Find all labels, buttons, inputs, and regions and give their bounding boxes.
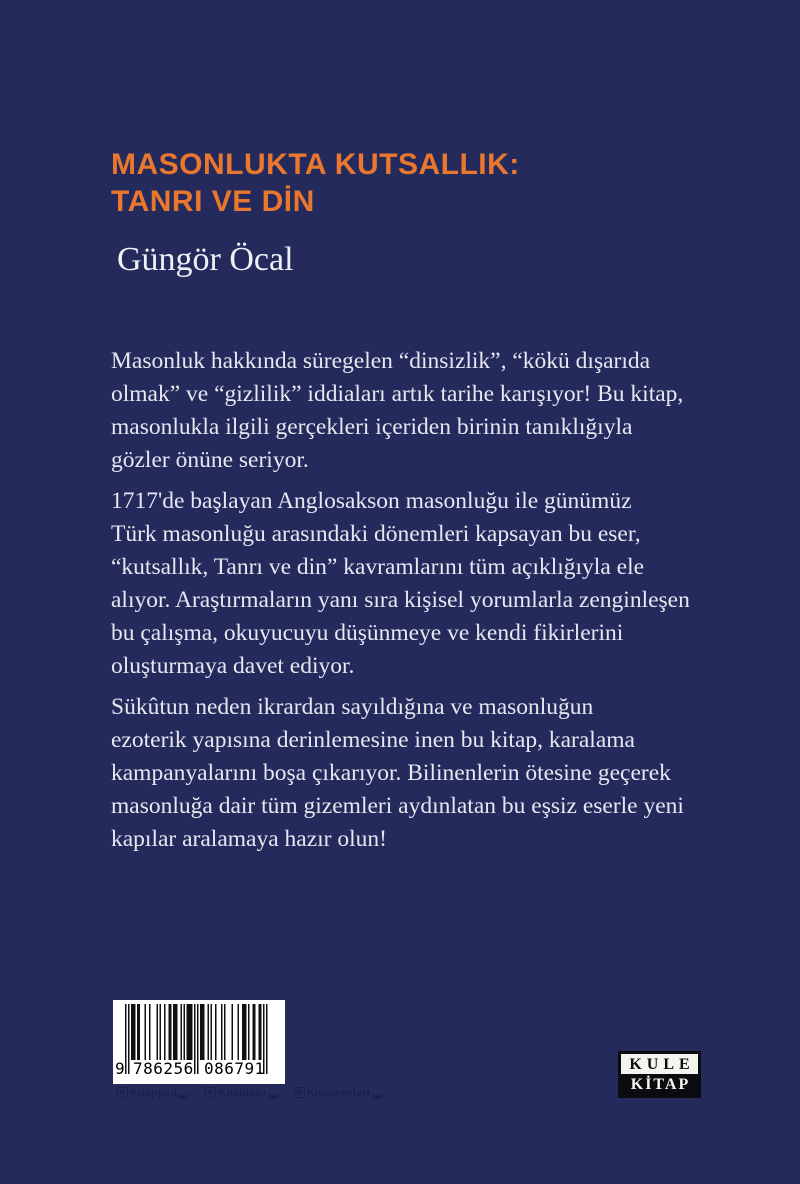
synopsis-line: masonlukla ilgili gerçekleri içeriden birinin tanıklığıyla	[111, 414, 633, 440]
synopsis-line: “kutsallık, Tanrı ve din” kavramlarını tüm açıklığıyla ele	[111, 554, 645, 580]
retailer-logo	[294, 1086, 381, 1100]
synopsis-line: oluşturmaya davet ediyor.	[111, 653, 355, 679]
retailer-logo	[205, 1086, 277, 1100]
synopsis-line: Sükûtun neden ikrardan sayıldığına ve masonluğun	[111, 694, 594, 720]
retailer-badge	[372, 1095, 381, 1099]
synopsis-line: kapılar aralamaya hazır olun!	[111, 826, 387, 852]
barcode-digit-group: 786256	[133, 1059, 194, 1078]
retailer-logos-row	[117, 1086, 381, 1100]
synopsis-line: masonluğa dair tüm gizemleri aydınlatan bu eşsiz eserle yeni	[111, 793, 684, 819]
retailer-badge	[179, 1095, 188, 1099]
synopsis-paragraph-3	[111, 691, 731, 856]
synopsis-line: Türk masonluğu arasındaki dönemleri kapsayan bu eser,	[111, 521, 641, 547]
retailer-k-icon: K	[117, 1087, 128, 1098]
synopsis-line: gözler önüne seriyor.	[111, 447, 309, 473]
publisher-logo	[618, 1051, 701, 1098]
book-title-line-1: MASONLUKTA KUTSALLIK:	[111, 148, 520, 181]
synopsis-line: bu çalışma, okuyucuyu düşünmeye ve kendi fikirlerini	[111, 620, 624, 646]
barcode-digit-group: 9	[115, 1059, 126, 1078]
synopsis-paragraph-2	[111, 485, 731, 683]
retailer-k-icon: K	[294, 1087, 305, 1098]
synopsis-line: olmak” ve “gizlilik” iddiaları artık tarihe karışıyor! Bu kitap,	[111, 381, 684, 407]
author-name: Güngör Öcal	[117, 241, 294, 278]
synopsis-line: 1717'de başlayan Anglosakson masonluğu ile günümüz	[111, 488, 632, 514]
book-title	[111, 146, 520, 220]
book-title-line-2: TANRI VE DİN	[111, 185, 315, 218]
isbn-barcode	[113, 1000, 285, 1084]
synopsis-paragraph-1	[111, 345, 731, 477]
synopsis-line: Masonluk hakkında süregelen “dinsizlik”, “kökü dışarıda	[111, 348, 651, 374]
synopsis-line: ezoterik yapısına derinlemesine inen bu kitap, karalama	[111, 727, 635, 753]
retailer-logo-label: Kitaplobi	[218, 1087, 266, 1099]
barcode-digit-group: 086791	[204, 1059, 265, 1078]
publisher-logo-bottom: KİTAP	[630, 1076, 691, 1093]
synopsis-line: alıyor. Araştırmaların yanı sıra kişisel yorumlarla zenginleşen	[111, 587, 690, 613]
retailer-badge	[268, 1095, 277, 1099]
retailer-logo	[117, 1086, 188, 1100]
synopsis	[111, 345, 731, 864]
retailer-logo-label: Kitapped	[130, 1087, 178, 1099]
publisher-logo-top: KULE	[621, 1054, 698, 1074]
synopsis-line: kampanyalarını boşa çıkarıyor. Bilinenlerin ötesine geçerek	[111, 760, 671, 786]
retailer-k-icon: K	[205, 1087, 216, 1098]
retailer-logo-label: Kitapseyleri	[306, 1087, 371, 1099]
